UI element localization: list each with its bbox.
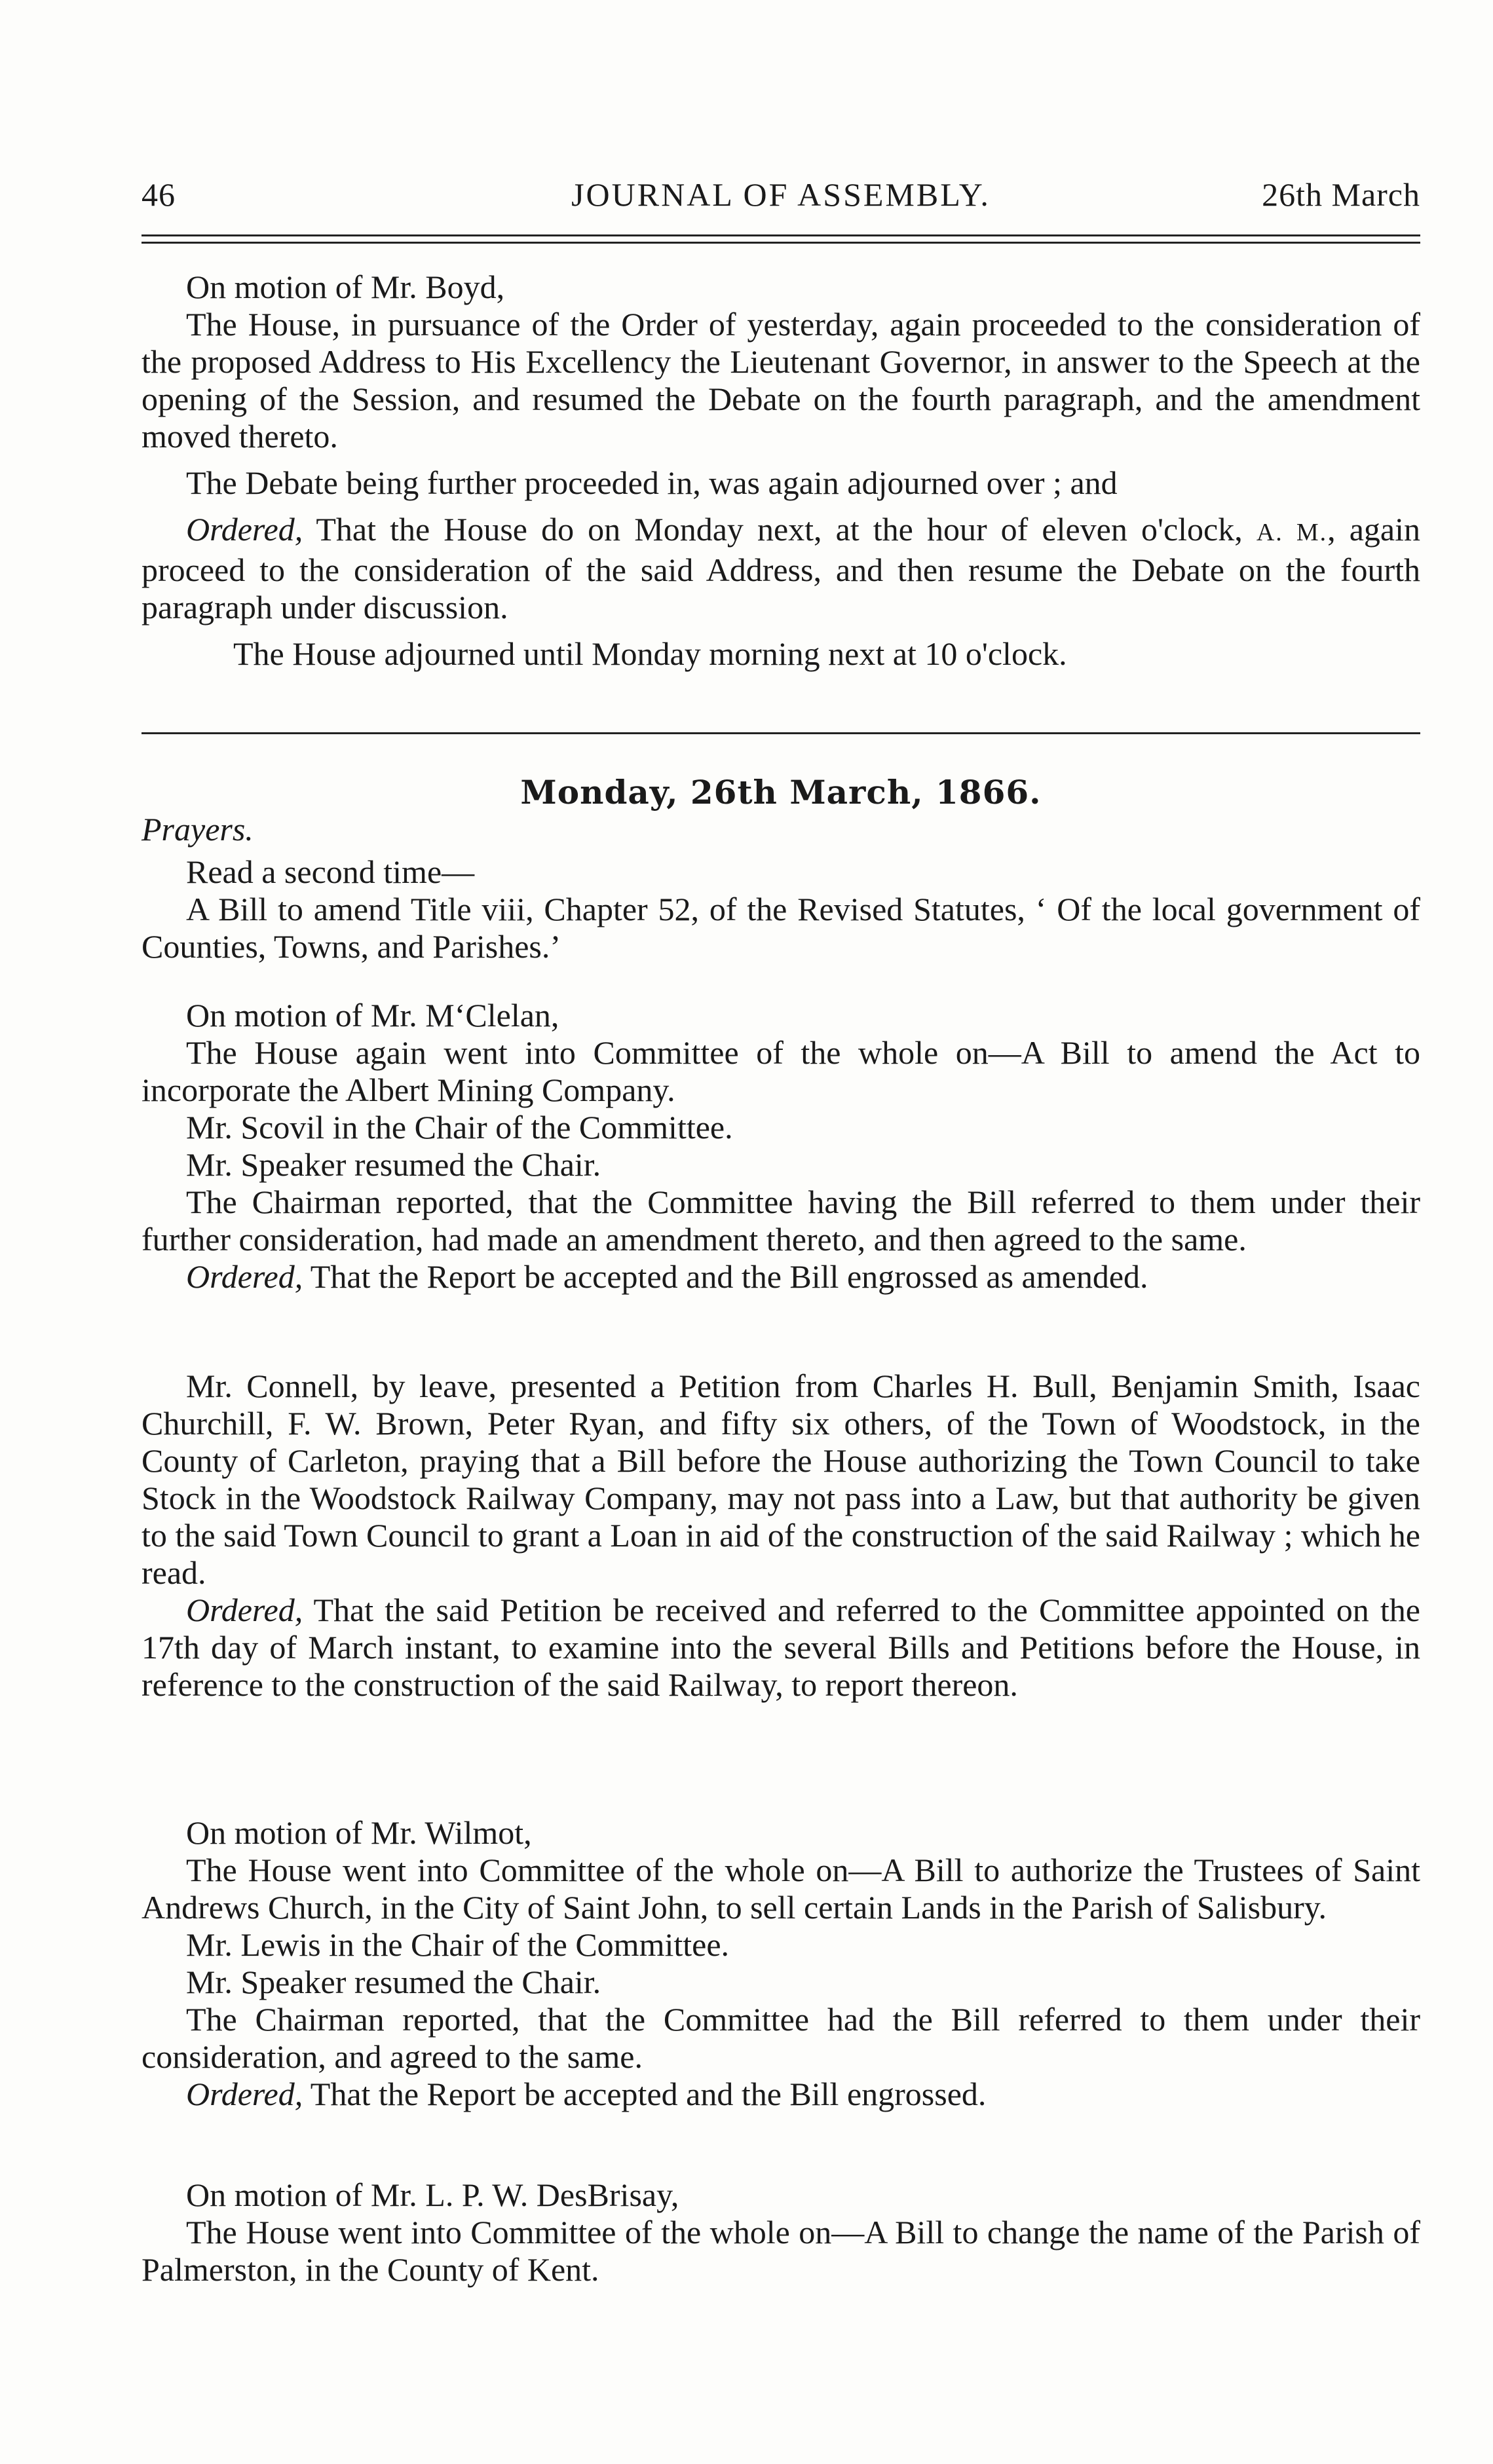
section-boyd-motion <box>142 269 1420 673</box>
section-desbrisay-motion <box>142 2176 1420 2288</box>
ordered-text: That the said Petition be received and referred to the Committee appointed on the 17th day of March instant, to examine into the several Bills and Petitions before the House, in reference to the construction of the said Railway, to report thereon. <box>142 1592 1420 1703</box>
ordered-text: That the Report be accepted and the Bill engrossed. <box>303 2076 987 2112</box>
ordered-text: That the House do on Monday next, at the hour of eleven o'clock, <box>303 511 1257 548</box>
section-second-reading <box>142 853 1420 965</box>
ordered-paragraph <box>142 1258 1420 1296</box>
ordered-paragraph <box>142 2076 1420 2113</box>
ordered-label: Ordered, <box>186 1592 303 1628</box>
prayers-label: Prayers. <box>142 811 254 848</box>
report-paragraph: The Chairman reported, that the Committee having the Bill referred to them under their further consideration, had made an amendment thereto, and then agreed to the same. <box>142 1184 1420 1258</box>
running-title: JOURNAL OF ASSEMBLY. <box>571 176 991 213</box>
adjourn-line: The House adjourned until Monday morning next at 10 o'clock. <box>233 635 1067 672</box>
ordered-text: That the Report be accepted and the Bill engrossed as amended. <box>303 1258 1148 1295</box>
motion-line: On motion of Mr. M‘Clelan, <box>186 997 559 1034</box>
header-double-rule <box>142 234 1420 244</box>
chair-line: Mr. Scovil in the Chair of the Committee. <box>186 1109 733 1146</box>
paragraph: The House went into Committee of the whole on—A Bill to change the name of the Parish of Palmerston, in the County of Kent. <box>142 2214 1420 2288</box>
ordered-text: , again proceed to the consideration of the said Address, and then resume the Debate on the fourth paragraph under discussion. <box>142 511 1420 625</box>
report-paragraph: The Chairman reported, that the Committee had the Bill referred to them under their consideration, and agreed to the same. <box>142 2001 1420 2075</box>
page-header <box>142 172 1420 217</box>
motion-line: On motion of Mr. Wilmot, <box>186 1814 532 1851</box>
ordered-paragraph <box>142 1592 1420 1704</box>
ordered-label: Ordered, <box>186 2076 303 2112</box>
section-divider <box>142 732 1420 734</box>
day-heading: Monday, 26th March, 1866. <box>520 773 1042 812</box>
bill-title: A Bill to amend Title viii, Chapter 52, of the Revised Statutes, ‘ Of the local government of Counties, Towns, and Parishes.’ <box>142 891 1420 965</box>
ordered-paragraph <box>142 511 1420 626</box>
chair-line: Mr. Lewis in the Chair of the Committee. <box>186 1926 730 1963</box>
paragraph: The House went into Committee of the whole on—A Bill to authorize the Trustees of Saint Andrews Church, in the City of Saint John, to sell certain Lands in the Parish of Salisbury. <box>142 1852 1420 1926</box>
read-second-line: Read a second time— <box>186 853 475 890</box>
ordered-label: Ordered, <box>186 511 303 548</box>
ordered-label: Ordered, <box>186 1258 303 1295</box>
speaker-line: Mr. Speaker resumed the Chair. <box>186 1964 601 2000</box>
section-connell-petition <box>142 1368 1420 1704</box>
paragraph: The House again went into Committee of the whole on—A Bill to amend the Act to incorporate the Albert Mining Company. <box>142 1034 1420 1108</box>
page-number: 46 <box>142 176 176 213</box>
motion-line: On motion of Mr. L. P. W. DesBrisay, <box>186 2176 679 2213</box>
paragraph: The Debate being further proceeded in, was again adjourned over ; and <box>186 464 1118 501</box>
speaker-line: Mr. Speaker resumed the Chair. <box>186 1146 601 1183</box>
section-mclelan-motion <box>142 997 1420 1296</box>
paragraph: The House, in pursuance of the Order of yesterday, again proceeded to the consideration of the proposed Address to His Excellency the Lieutenant Governor, in answer to the Speech at the opening of the Session, and resumed the Debate on the fourth paragraph, and the amendment moved thereto. <box>142 306 1420 455</box>
header-date: 26th March <box>1262 176 1420 213</box>
petition-paragraph: Mr. Connell, by leave, presented a Petition from Charles H. Bull, Benjamin Smith, Isaac Churchill, F. W. Brown, Peter Ryan, and fifty six others, of the Town of Woodstock, in the County of Carleton, praying that a Bill before the House authorizing the Town Council to take Stock in the Woodstock Railway Company, may not pass into a Law, but that authority be given to the said Town Council to grant a Loan in aid of the construction of the said Railway ; which he read. <box>142 1368 1420 1591</box>
motion-line: On motion of Mr. Boyd, <box>186 269 505 305</box>
section-wilmot-motion <box>142 1814 1420 2113</box>
time-abbrev: A. M. <box>1256 519 1328 546</box>
